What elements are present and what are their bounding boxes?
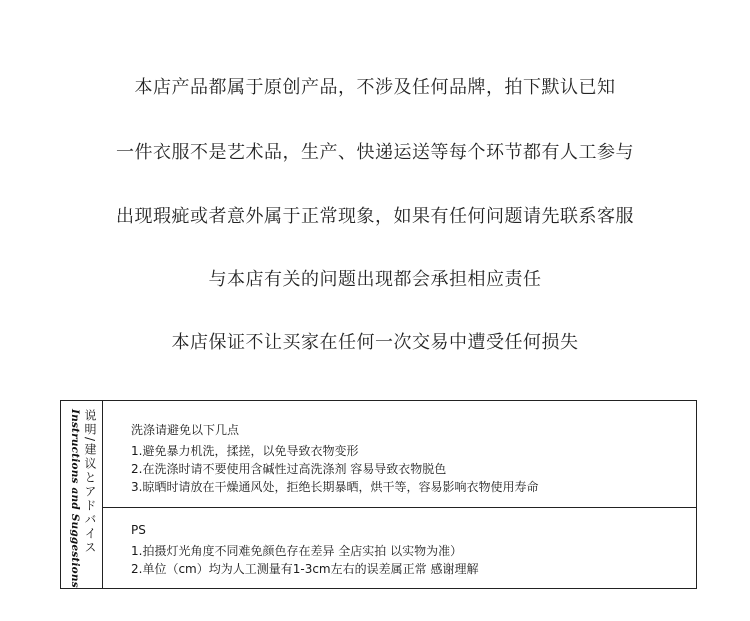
statement-guarantee: 本店保证不让买家在任何一次交易中遭受任何损失 xyxy=(171,332,579,353)
ps-item: 1.拍摄灯光角度不同难免颜色存在差异 全店实拍 以实物为准） xyxy=(131,544,463,558)
statement-contact-service: 出现瑕疵或者意外属于正常现象，如果有任何问题请先联系客服 xyxy=(116,206,634,227)
side-label-local: 说明/建议とアドバイス xyxy=(83,409,97,556)
washing-item: 3.晾晒时请放在干燥通风处，拒绝长期暴晒，烘干等，容易影响衣物使用寿命 xyxy=(131,480,539,494)
ps-section xyxy=(131,521,478,578)
washing-item: 1.避免暴力机洗，揉搓，以免导致衣物变形 xyxy=(131,444,359,458)
washing-section xyxy=(131,421,538,496)
washing-item: 2.在洗涤时请不要使用含碱性过高洗涤剂 容易导致衣物脱色 xyxy=(131,462,447,476)
statement-original-products: 本店产品都属于原创产品，不涉及任何品牌，拍下默认已知 xyxy=(134,77,616,98)
care-instructions-box xyxy=(60,400,697,589)
washing-heading: 洗涤请避免以下几点 xyxy=(131,423,240,437)
statement-handmade-process: 一件衣服不是艺术品，生产、快递运送等每个环节都有人工参与 xyxy=(116,142,634,163)
side-label-english: Instructions and Suggestions xyxy=(69,409,81,588)
ps-item: 2.单位（cm）均为人工测量有1-3cm左右的误差属正常 感谢理解 xyxy=(131,562,479,576)
ps-heading: PS xyxy=(131,523,146,537)
statement-responsibility: 与本店有关的问题出现都会承担相应责任 xyxy=(208,269,542,290)
section-divider xyxy=(103,507,696,508)
side-label xyxy=(61,401,103,588)
